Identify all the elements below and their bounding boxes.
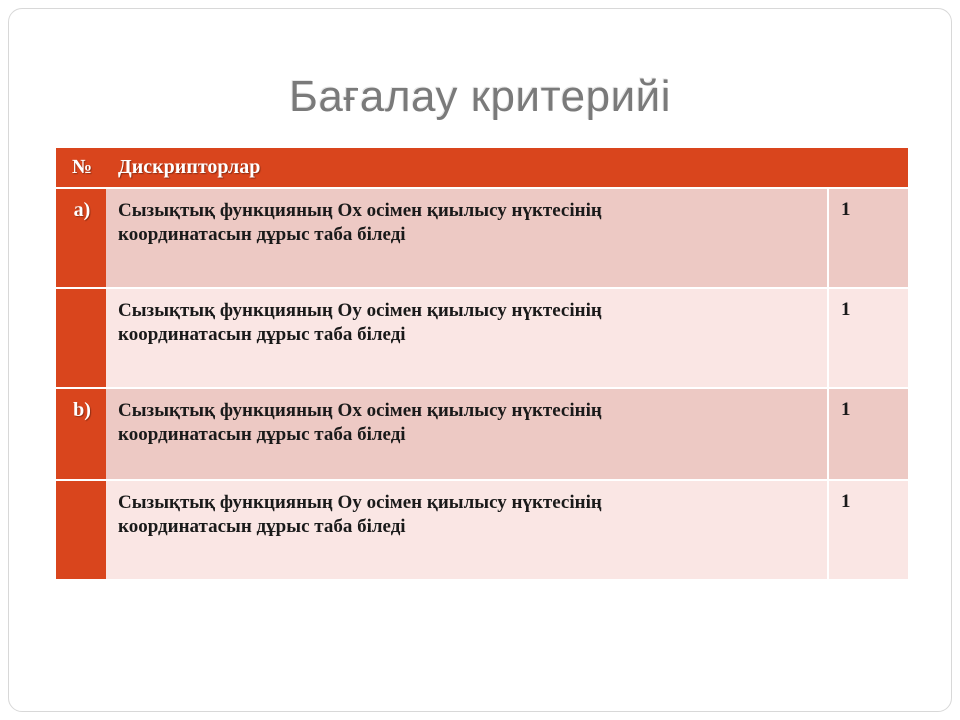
row-number-cell <box>56 480 106 580</box>
header-cell-descriptor: Дискрипторлар <box>106 148 828 188</box>
table-header-row <box>56 148 908 188</box>
table-row <box>56 288 908 388</box>
descriptor-line: координатасын дұрыс таба біледі <box>118 423 406 445</box>
header-cell-score <box>828 148 908 188</box>
page-title: Бағалау критерийі <box>288 72 672 121</box>
descriptor-line: Сызықтық функцияның Оу осімен қиылысу нүктесінің <box>118 300 602 321</box>
header-cell-number: № <box>56 148 106 188</box>
descriptor-line: Сызықтық функцияның Ох осімен қиылысу нүктесінің <box>118 400 602 421</box>
row-descriptor-cell <box>106 288 828 388</box>
row-number-cell: a) <box>56 188 106 288</box>
descriptor-line: Сызықтық функцияның Оу осімен қиылысу нүктесінің <box>118 492 602 513</box>
descriptor-line: координатасын дұрыс таба біледі <box>118 515 406 537</box>
row-score-cell: 1 <box>828 288 908 388</box>
descriptor-line: координатасын дұрыс таба біледі <box>118 223 406 245</box>
descriptor-line: Сызықтық функцияның Ох осімен қиылысу нүктесінің <box>118 200 602 221</box>
row-descriptor-cell <box>106 480 828 580</box>
table-row <box>56 188 908 288</box>
descriptor-line: координатасын дұрыс таба біледі <box>118 323 406 345</box>
criteria-table <box>56 148 908 581</box>
row-score-cell: 1 <box>828 188 908 288</box>
row-descriptor-cell <box>106 188 828 288</box>
table-row <box>56 480 908 580</box>
row-descriptor-cell <box>106 388 828 480</box>
row-number-cell <box>56 288 106 388</box>
row-number-cell: b) <box>56 388 106 480</box>
table-row <box>56 388 908 480</box>
row-score-cell: 1 <box>828 388 908 480</box>
criteria-table-container <box>56 148 908 581</box>
row-score-cell: 1 <box>828 480 908 580</box>
